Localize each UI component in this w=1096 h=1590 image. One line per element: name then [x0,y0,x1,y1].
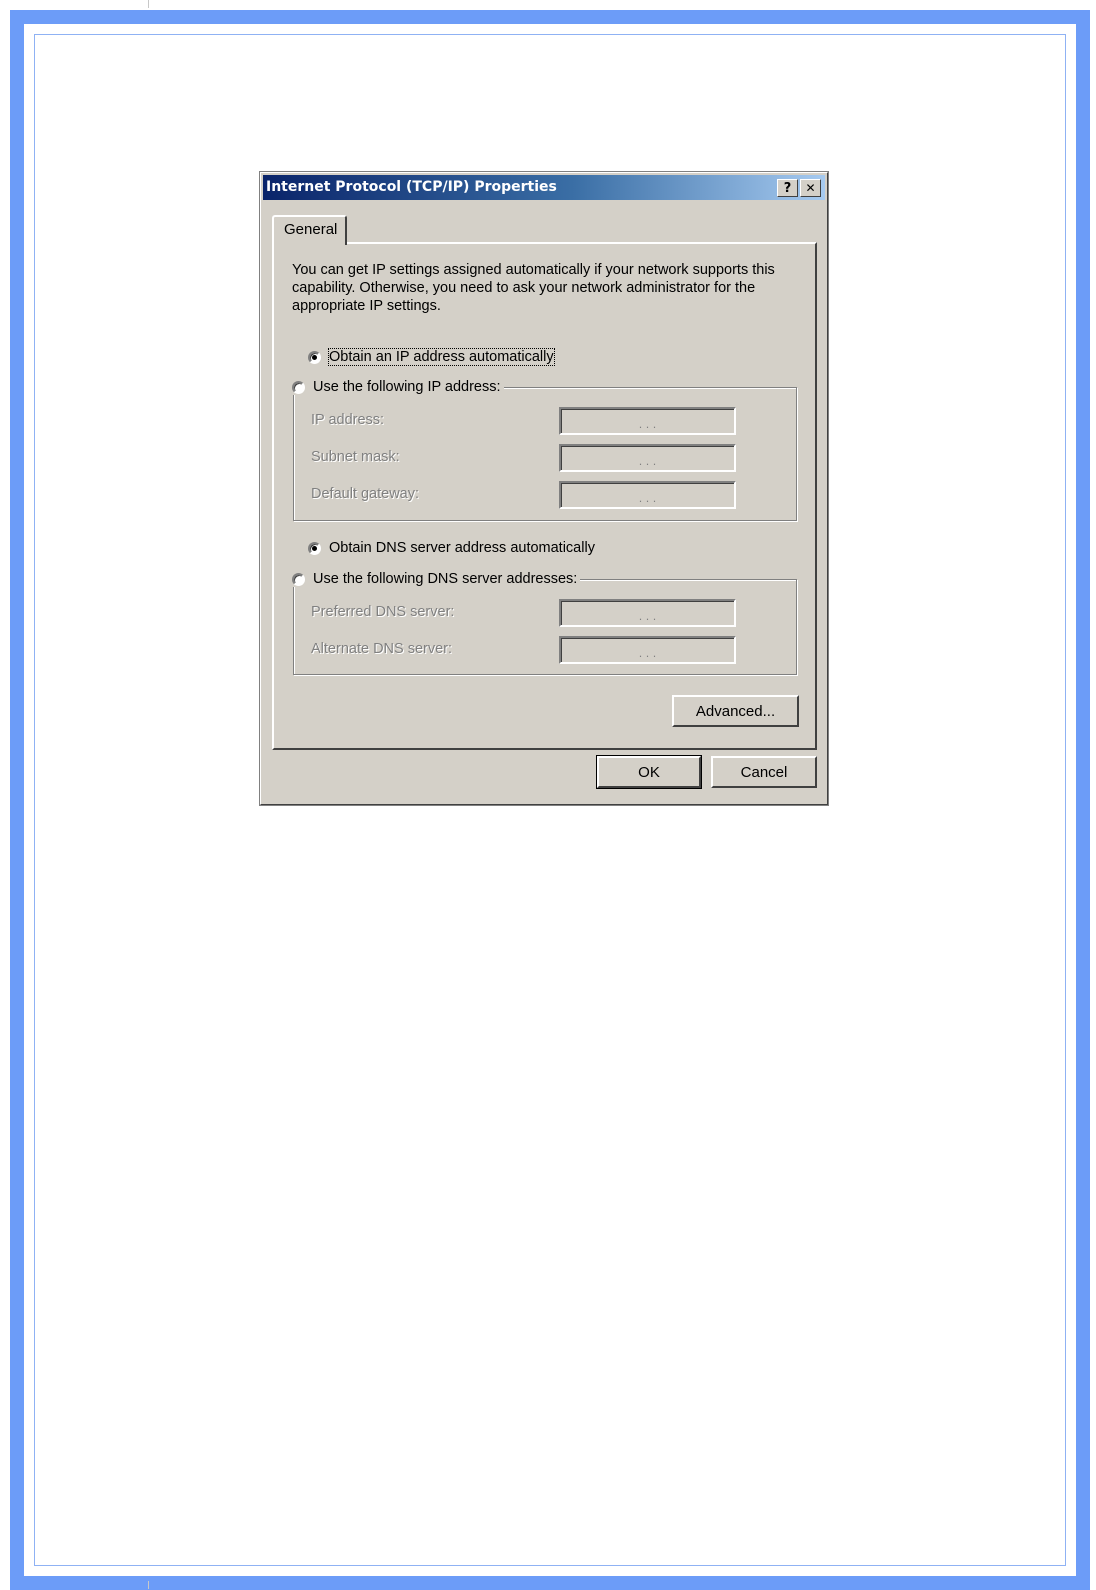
obtain-ip-auto-radio-indicator[interactable] [308,351,321,364]
advanced-button[interactable]: Advanced... [672,695,799,727]
use-following-ip-radio-indicator[interactable] [292,381,305,394]
use-following-ip-label: Use the following IP address: [313,379,501,395]
page-stub-left-top [148,0,149,8]
use-following-ip-radio[interactable] [288,379,504,395]
ip-address-row [311,407,741,433]
obtain-ip-auto-label: Obtain an IP address automatically [329,349,554,365]
obtain-ip-auto-radio[interactable] [308,349,557,365]
alternate-dns-input[interactable]: . . . [559,636,736,664]
tab-general[interactable]: General [272,215,347,245]
general-tab-panel [272,242,817,750]
cancel-button[interactable]: Cancel [711,756,817,788]
preferred-dns-label: Preferred DNS server: [311,604,455,620]
preferred-dns-input[interactable]: . . . [559,599,736,627]
dialog-titlebar[interactable] [263,175,825,200]
close-button[interactable] [800,179,821,197]
ip-address-input[interactable]: . . . [559,407,736,435]
obtain-dns-auto-label: Obtain DNS server address automatically [329,540,595,556]
obtain-dns-auto-radio-indicator[interactable] [308,542,321,555]
tcpip-properties-dialog [260,172,828,805]
obtain-dns-auto-radio[interactable] [308,540,598,556]
default-gateway-label: Default gateway: [311,486,420,502]
page-stub-left-bottom [148,1581,149,1589]
use-following-dns-radio[interactable] [288,571,580,587]
subnet-mask-row [311,444,741,470]
help-button[interactable] [777,179,798,197]
dialog-title: Internet Protocol (TCP/IP) Properties [266,179,557,195]
subnet-mask-label: Subnet mask: [311,449,400,465]
use-following-dns-radio-indicator[interactable] [292,573,305,586]
description-text: You can get IP settings assigned automatically if your network supports this capability. Otherwise, you need to ask your network administrator for the appropriate IP settings. [292,262,775,314]
ip-address-groupbox [293,387,797,521]
use-following-dns-label: Use the following DNS server addresses: [313,571,578,587]
alternate-dns-row [311,636,741,662]
preferred-dns-row [311,599,741,625]
dns-server-groupbox [293,579,797,675]
alternate-dns-label: Alternate DNS server: [311,641,453,657]
default-gateway-input[interactable]: . . . [559,481,736,509]
default-gateway-row [311,481,741,507]
subnet-mask-input[interactable]: . . . [559,444,736,472]
help-icon: ? [783,180,792,196]
close-icon: ✕ [805,181,816,195]
ok-button[interactable]: OK [597,756,701,788]
ip-address-label: IP address: [311,412,385,428]
